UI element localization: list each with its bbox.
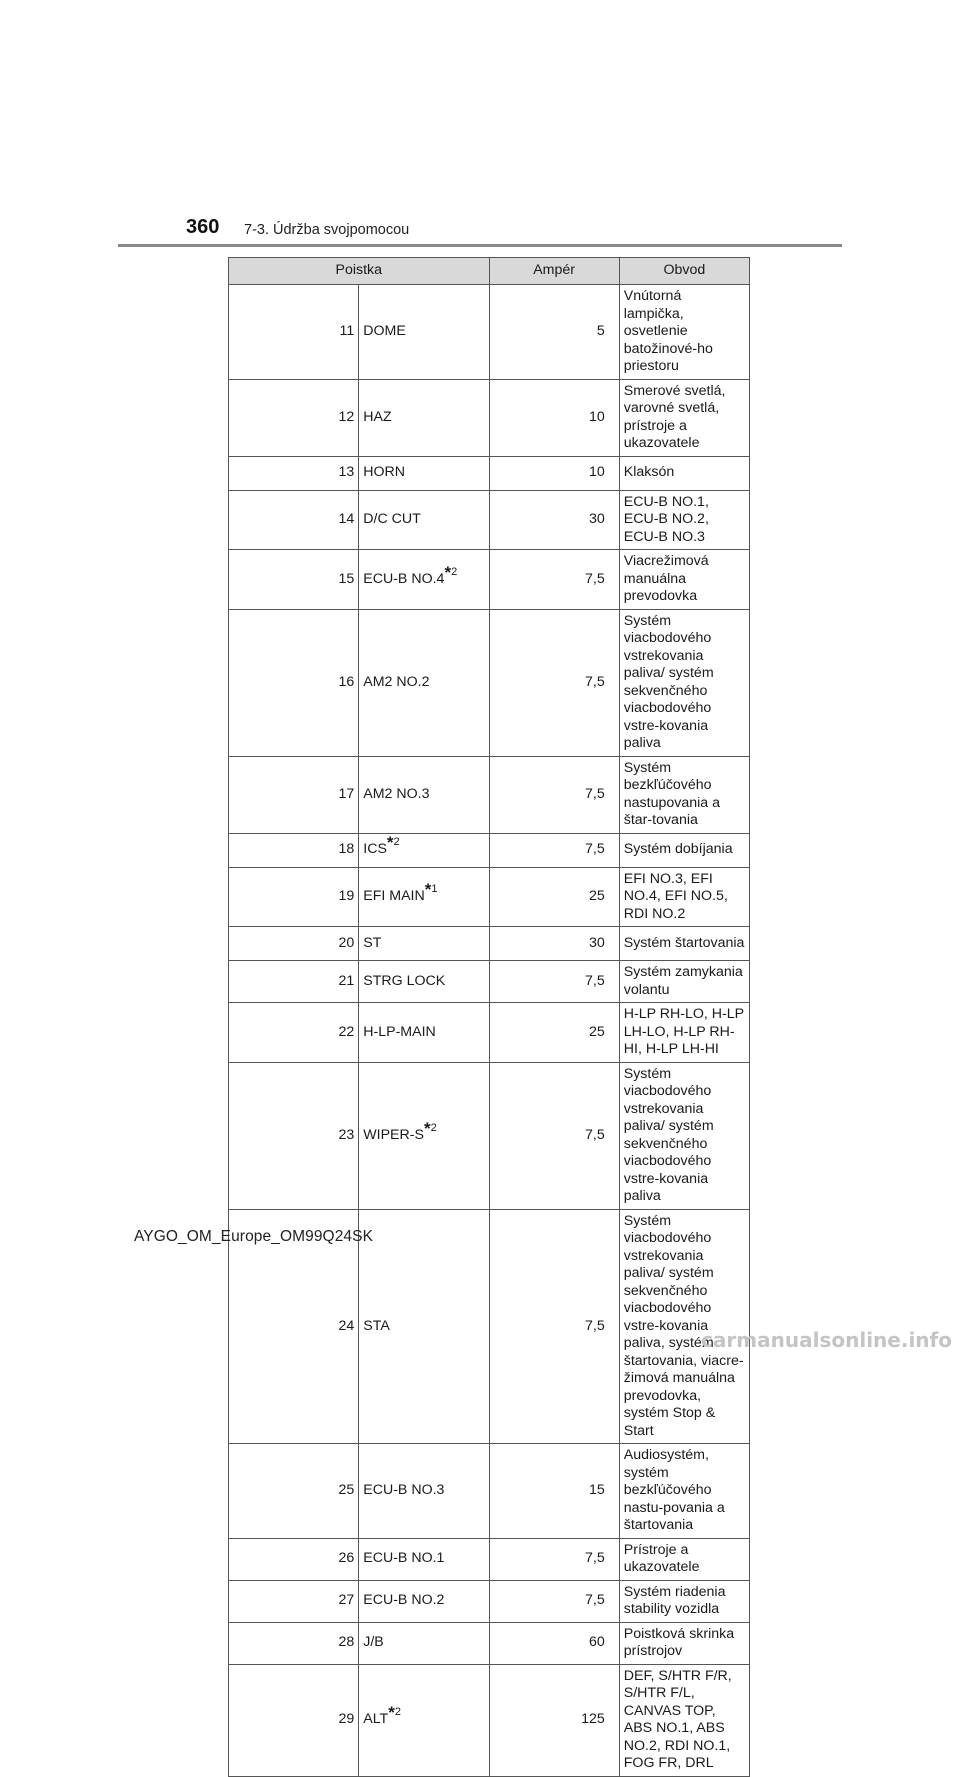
fuse-circuit: Systém viacbodového vstrekovania paliva/ systém sekvenčného viacbodového vstre-kovania paliva, systém štartovania, viacre-žimová manuálna prevodovka, systém Stop & Start xyxy=(619,1209,749,1444)
fuse-name-cell xyxy=(359,1062,489,1209)
fuse-ampere: 7,5 xyxy=(489,833,619,867)
fuse-ampere: 7,5 xyxy=(489,961,619,1003)
fuse-number: 27 xyxy=(229,1580,359,1622)
table-row xyxy=(229,961,750,1003)
fuse-number: 18 xyxy=(229,833,359,867)
table-header-row xyxy=(229,258,750,285)
fuse-circuit: Poistková skrinka prístrojov xyxy=(619,1622,749,1664)
table-row xyxy=(229,927,750,961)
fuse-ampere: 30 xyxy=(489,927,619,961)
fuse-number: 28 xyxy=(229,1622,359,1664)
fuse-ampere: 125 xyxy=(489,1664,619,1776)
fuse-circuit: Audiosystém, systém bezkľúčového nastu-povania a štartovania xyxy=(619,1444,749,1539)
footnote-asterisk: * xyxy=(424,880,432,899)
fuse-circuit: Systém viacbodového vstrekovania paliva/ systém sekvenčného viacbodového vstre-kovania paliva xyxy=(619,1062,749,1209)
page-number: 360 xyxy=(186,216,220,238)
footnote-number: 2 xyxy=(430,1121,437,1134)
fuse-name: HORN xyxy=(363,464,406,481)
fuse-name-cell xyxy=(359,1622,489,1664)
fuse-name-cell xyxy=(359,1538,489,1580)
fuse-ampere: 10 xyxy=(489,456,619,490)
fuse-name: ALT xyxy=(363,1711,389,1728)
fuse-name-cell xyxy=(359,1003,489,1063)
column-header-circuit: Obvod xyxy=(619,258,749,285)
header-divider xyxy=(118,244,842,247)
fuse-number: 24 xyxy=(229,1209,359,1444)
fuse-ampere: 7,5 xyxy=(489,1062,619,1209)
fuse-ampere: 25 xyxy=(489,1003,619,1063)
fuse-number: 17 xyxy=(229,756,359,833)
fuse-name: H-LP-MAIN xyxy=(363,1023,436,1040)
fuse-number: 22 xyxy=(229,1003,359,1063)
fuse-name: ECU-B NO.4 xyxy=(363,570,445,587)
fuse-circuit: Systém viacbodového vstrekovania paliva/ systém sekvenčného viacbodového vstre-kovania paliva xyxy=(619,609,749,756)
fuse-name: ST xyxy=(363,934,382,951)
fuse-circuit: Klaksón xyxy=(619,456,749,490)
table-row xyxy=(229,1003,750,1063)
fuse-name: AM2 NO.2 xyxy=(363,673,430,690)
fuse-number: 26 xyxy=(229,1538,359,1580)
footnote-asterisk: * xyxy=(386,833,394,853)
fuse-circuit: Systém riadenia stability vozidla xyxy=(619,1580,749,1622)
fuse-name: EFI MAIN xyxy=(363,888,425,904)
fuse-name-cell xyxy=(359,456,489,490)
fuse-name-cell xyxy=(359,1444,489,1539)
fuse-name: AM2 NO.3 xyxy=(363,785,430,802)
fuse-name-cell xyxy=(359,756,489,833)
fuse-number: 20 xyxy=(229,927,359,961)
column-header-fuse: Poistka xyxy=(229,258,490,285)
fuse-name: DOME xyxy=(363,323,406,339)
fuse-ampere: 60 xyxy=(489,1622,619,1664)
fuse-ampere: 7,5 xyxy=(489,609,619,756)
fuse-ampere: 30 xyxy=(489,490,619,550)
fuse-circuit: H-LP RH-LO, H-LP LH-LO, H-LP RH-HI, H-LP LH-HI xyxy=(619,1003,749,1063)
fuse-name: ECU-B NO.1 xyxy=(363,1550,445,1567)
fuse-name: HAZ xyxy=(363,408,392,425)
fuse-number: 21 xyxy=(229,961,359,1003)
fuse-circuit: EFI NO.3, EFI NO.4, EFI NO.5, RDI NO.2 xyxy=(619,867,749,927)
fuse-name-cell xyxy=(359,867,489,927)
table-row xyxy=(229,867,750,927)
fuse-name: ICS xyxy=(363,841,387,858)
table-row xyxy=(229,756,750,833)
fuse-circuit: Systém štartovania xyxy=(619,927,749,961)
fuse-circuit: ECU-B NO.1, ECU-B NO.2, ECU-B NO.3 xyxy=(619,490,749,550)
fuse-name-cell xyxy=(359,833,489,867)
footnote-asterisk: * xyxy=(423,1118,431,1138)
table-row xyxy=(229,456,750,490)
fuse-number: 25 xyxy=(229,1444,359,1539)
fuse-table xyxy=(228,257,750,1777)
table-row xyxy=(229,285,750,380)
footnote-asterisk: * xyxy=(444,562,452,582)
table-row xyxy=(229,490,750,550)
fuse-number: 23 xyxy=(229,1062,359,1209)
fuse-number: 19 xyxy=(229,867,359,927)
fuse-circuit: Systém zamykania volantu xyxy=(619,961,749,1003)
watermark-logo: carmanualsonline.info xyxy=(701,1328,952,1352)
fuse-ampere: 7,5 xyxy=(489,1209,619,1444)
column-header-ampere: Ampér xyxy=(489,258,619,285)
footnote-number: 2 xyxy=(451,565,458,578)
fuse-ampere: 7,5 xyxy=(489,756,619,833)
table-row xyxy=(229,609,750,756)
fuse-number: 14 xyxy=(229,490,359,550)
fuse-circuit: DEF, S/HTR F/R, S/HTR F/L, CANVAS TOP, ABS NO.1, ABS NO.2, RDI NO.1, FOG FR, DRL xyxy=(619,1664,749,1776)
fuse-name-cell xyxy=(359,379,489,456)
footnote-number: 2 xyxy=(393,836,400,849)
fuse-ampere: 15 xyxy=(489,1444,619,1539)
fuse-name: ECU-B NO.2 xyxy=(363,1592,445,1609)
table-row xyxy=(229,1538,750,1580)
table-row xyxy=(229,379,750,456)
fuse-number: 12 xyxy=(229,379,359,456)
fuse-ampere: 25 xyxy=(489,867,619,927)
fuse-name-cell xyxy=(359,1664,489,1776)
section-title: 7-3. Údržba svojpomocou xyxy=(244,222,410,238)
fuse-name: D/C CUT xyxy=(363,511,421,527)
fuse-name: STRG LOCK xyxy=(363,972,446,989)
fuse-name: J/B xyxy=(363,1634,384,1651)
fuse-name-cell xyxy=(359,1580,489,1622)
table-row xyxy=(229,1664,750,1776)
fuse-circuit: Smerové svetlá, varovné svetlá, prístroje a ukazovatele xyxy=(619,379,749,456)
fuse-number: 16 xyxy=(229,609,359,756)
fuse-name-cell xyxy=(359,550,489,610)
fuse-name-cell xyxy=(359,285,489,380)
fuse-ampere: 7,5 xyxy=(489,550,619,610)
table-row xyxy=(229,550,750,610)
footnote-number: 1 xyxy=(431,883,438,895)
document-code: AYGO_OM_Europe_OM99Q24SK xyxy=(134,1228,374,1245)
table-row xyxy=(229,833,750,867)
fuse-number: 13 xyxy=(229,456,359,490)
fuse-ampere: 10 xyxy=(489,379,619,456)
footnote-number: 2 xyxy=(394,1706,401,1719)
fuse-name: WIPER-S xyxy=(363,1126,424,1143)
footnote-asterisk: * xyxy=(388,1703,395,1723)
fuse-name-cell xyxy=(359,1209,489,1444)
table-row xyxy=(229,1622,750,1664)
fuse-circuit: Systém dobíjania xyxy=(619,833,749,867)
table-row xyxy=(229,1580,750,1622)
fuse-ampere: 7,5 xyxy=(489,1538,619,1580)
fuse-circuit: Viacrežimová manuálna prevodovka xyxy=(619,550,749,610)
fuse-name-cell xyxy=(359,961,489,1003)
fuse-name-cell xyxy=(359,490,489,550)
fuse-number: 11 xyxy=(229,285,359,380)
fuse-number: 29 xyxy=(229,1664,359,1776)
fuse-circuit: Systém bezkľúčového nastupovania a štar-tovania xyxy=(619,756,749,833)
table-row xyxy=(229,1444,750,1539)
table-row xyxy=(229,1062,750,1209)
fuse-name: STA xyxy=(363,1317,390,1334)
fuse-circuit: Prístroje a ukazovatele xyxy=(619,1538,749,1580)
fuse-number: 15 xyxy=(229,550,359,610)
fuse-ampere: 5 xyxy=(489,285,619,380)
fuse-circuit: Vnútorná lampička, osvetlenie batožinové-ho priestoru xyxy=(619,285,749,380)
fuse-name-cell xyxy=(359,609,489,756)
fuse-name: ECU-B NO.3 xyxy=(363,1482,445,1498)
fuse-name-cell xyxy=(359,927,489,961)
fuse-ampere: 7,5 xyxy=(489,1580,619,1622)
fuse-table-body xyxy=(229,285,750,1777)
